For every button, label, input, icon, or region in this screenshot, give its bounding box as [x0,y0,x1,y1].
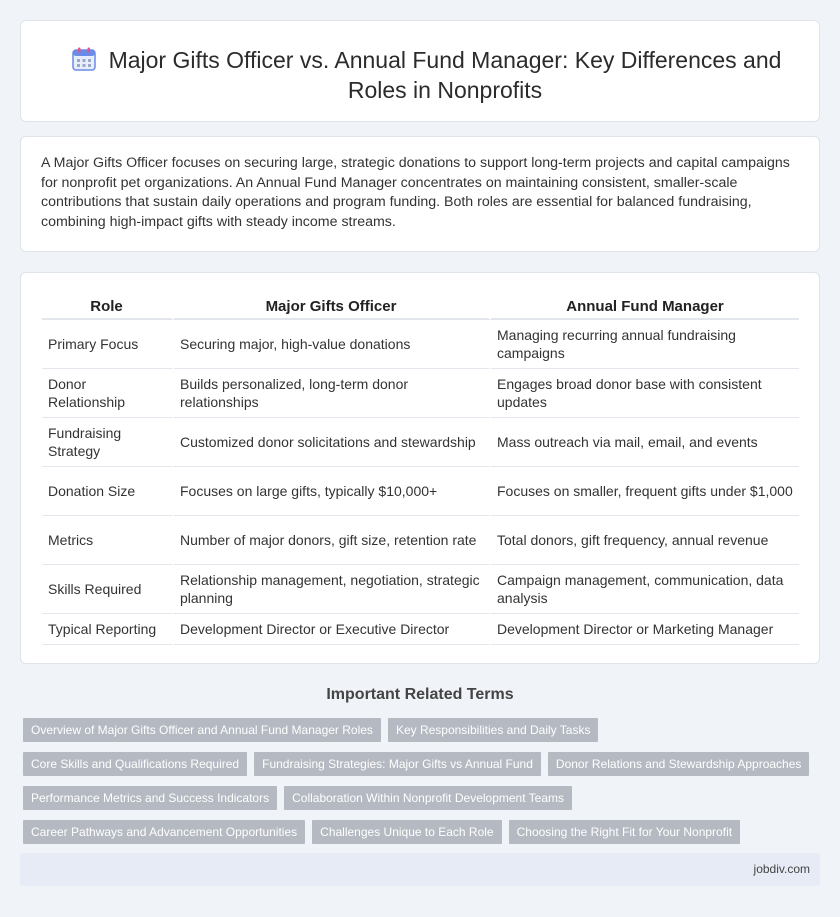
annual-fund-cell: Managing recurring annual fundraising campaigns [491,320,799,369]
row-label: Primary Focus [42,320,174,369]
page-title: Major Gifts Officer vs. Annual Fund Manager: Key Differences and Roles in Nonprofits [108,47,782,103]
row-label: Fundraising Strategy [42,418,174,467]
row-label: Donation Size [42,467,174,516]
tag-row [23,718,823,742]
comparison-table [42,295,799,645]
annual-fund-cell: Focuses on smaller, frequent gifts under $1,000 [491,467,799,516]
table-row [42,614,799,645]
related-term-link[interactable]: Challenges Unique to Each Role [312,820,501,844]
major-gifts-cell: Relationship management, negotiation, strategic planning [174,565,491,614]
annual-fund-cell: Mass outreach via mail, email, and events [491,418,799,467]
related-term-link[interactable]: Performance Metrics and Success Indicators [23,786,277,810]
intro-paragraph: A Major Gifts Officer focuses on securing large, strategic donations to support long-term projects and capital campaigns for nonprofit pet organizations. An Annual Fund Manager concentrates on maintaining consistent, smaller-scale contributions that sustain daily operations and program funding. Both roles are essential for balanced fundraising, combining high-impact gifts with steady income streams. [41,155,790,230]
tag-row [23,820,823,844]
annual-fund-cell: Engages broad donor base with consistent updates [491,369,799,418]
major-gifts-cell: Builds personalized, long-term donor relationships [174,369,491,418]
related-term-link[interactable]: Overview of Major Gifts Officer and Annual Fund Manager Roles [23,718,381,742]
table-row [42,516,799,565]
related-term-link[interactable]: Fundraising Strategies: Major Gifts vs Annual Fund [254,752,541,776]
table-row [42,467,799,516]
annual-fund-cell: Development Director or Marketing Manager [491,614,799,645]
related-terms-heading: Important Related Terms [326,686,514,703]
header-major-gifts-officer: Major Gifts Officer [174,295,491,320]
related-term-link[interactable]: Collaboration Within Nonprofit Development Teams [284,786,572,810]
major-gifts-cell: Securing major, high-value donations [174,320,491,369]
major-gifts-cell: Focuses on large gifts, typically $10,000+ [174,467,491,516]
major-gifts-cell: Customized donor solicitations and stewardship [174,418,491,467]
header-role: Role [42,295,174,320]
footer-site-link[interactable]: jobdiv.com [753,862,810,876]
annual-fund-cell: Total donors, gift frequency, annual revenue [491,516,799,565]
tag-row [23,752,823,776]
comparison-table-card [20,272,820,664]
header-annual-fund-manager: Annual Fund Manager [491,295,799,320]
major-gifts-cell: Number of major donors, gift size, retention rate [174,516,491,565]
annual-fund-cell: Campaign management, communication, data analysis [491,565,799,614]
row-label: Metrics [42,516,174,565]
tag-row [23,786,823,810]
row-label: Skills Required [42,565,174,614]
related-term-link[interactable]: Core Skills and Qualifications Required [23,752,247,776]
row-label: Donor Relationship [42,369,174,418]
related-term-link[interactable]: Key Responsibilities and Daily Tasks [388,718,599,742]
related-term-link[interactable]: Donor Relations and Stewardship Approaches [548,752,809,776]
major-gifts-cell: Development Director or Executive Director [174,614,491,645]
related-term-link[interactable]: Career Pathways and Advancement Opportunities [23,820,305,844]
table-row [42,320,799,369]
table-row [42,369,799,418]
footer [20,853,820,886]
table-row [42,418,799,467]
table-row [42,565,799,614]
related-terms-list [23,718,823,854]
related-term-link[interactable]: Choosing the Right Fit for Your Nonprofit [509,820,740,844]
title-card [20,20,820,122]
row-label: Typical Reporting [42,614,174,645]
intro-card [20,136,820,252]
table-header-row [42,295,799,320]
